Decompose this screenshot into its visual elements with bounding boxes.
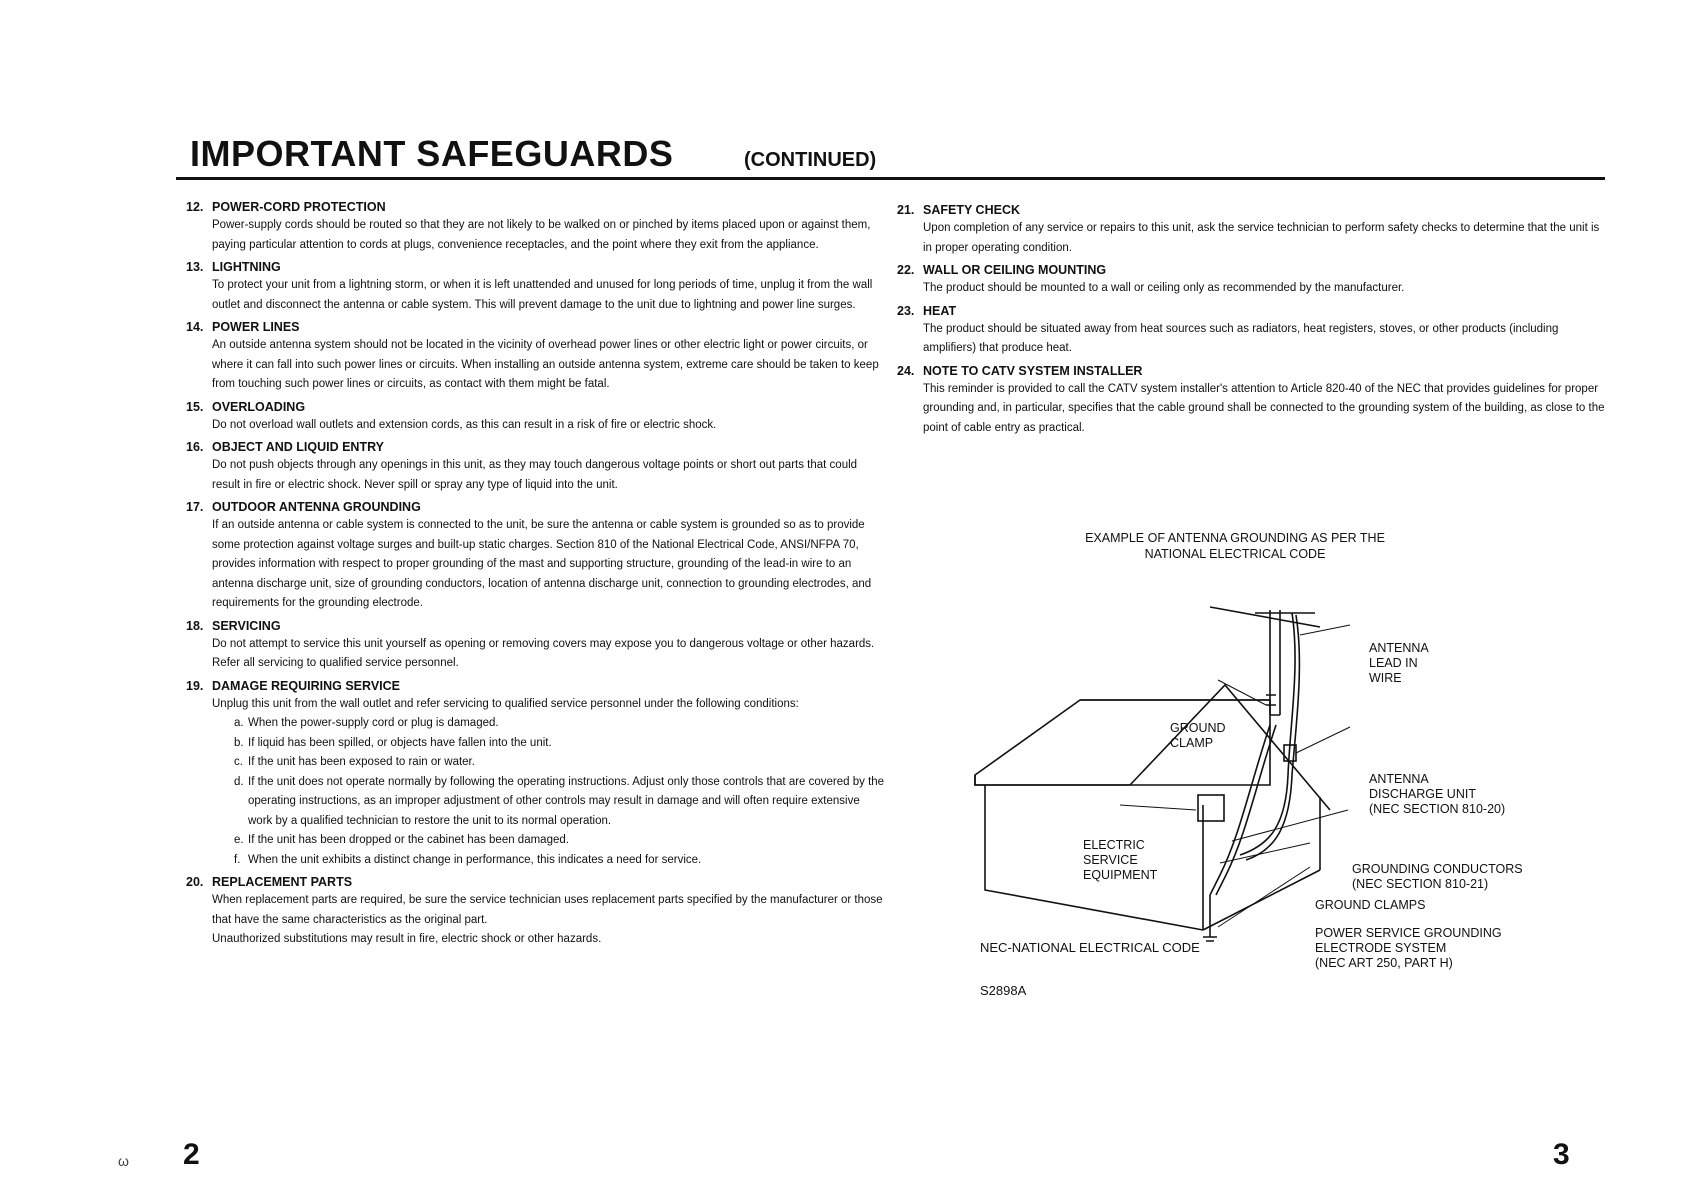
label-antenna-discharge-unit: ANTENNA DISCHARGE UNIT (NEC SECTION 810-20) — [1369, 772, 1506, 816]
figure-code: S2898A — [980, 983, 1027, 998]
item-number: 19. — [186, 678, 204, 693]
nec-label: NEC-NATIONAL ELECTRICAL CODE — [980, 940, 1200, 955]
label-ground-clamps: GROUND CLAMPS — [1315, 898, 1426, 912]
pointer-power-service — [1218, 867, 1310, 927]
antenna-mast — [1270, 610, 1280, 715]
item-paragraph: Upon completion of any service or repairs to this unit, ask the service technician to perform safety checks to determine that the unit is in proper operating condition. — [923, 222, 1600, 254]
condition-item — [234, 851, 886, 871]
condition-text: If liquid has been spilled, or objects have fallen into the unit. — [248, 736, 552, 749]
item-paragraph: When replacement parts are required, be sure the service technician uses replacement parts specified by the manufacturer or those that have the same characteristics as the original part. — [212, 894, 883, 926]
item-title: WALL OR CEILING MOUNTING — [923, 263, 1107, 277]
item-number: 21. — [897, 203, 915, 217]
page-number-left: 2 — [183, 1138, 200, 1171]
condition-item — [234, 831, 886, 851]
item-title: REPLACEMENT PARTS — [212, 875, 353, 889]
ground-rod — [1203, 895, 1217, 941]
condition-item — [234, 714, 886, 734]
condition-letter: b. — [234, 736, 244, 749]
condition-letter: d. — [234, 775, 244, 788]
safeguard-item — [897, 302, 1607, 359]
label-antenna-lead-in: ANTENNA LEAD IN WIRE — [1369, 641, 1429, 685]
right-items-list — [897, 201, 1607, 438]
item-number: 13. — [186, 260, 204, 274]
condition-letter: a. — [234, 717, 244, 729]
item-paragraph: Power-supply cords should be routed so that they are not likely to be walked on or pinched by items placed upon or against them, paying particular attention to cords at plugs, convenience receptacles, and the point where they exit from the appliance. — [212, 219, 871, 251]
electric-service-box — [1198, 795, 1224, 821]
item-paragraph: This reminder is provided to call the CATV system installer's attention to Article 820-40 of the NEC that provides guidelines for proper grounding and, in particular, specifies that the cable ground shall be connected to the grounding system of the building, as close to the point of cable entry as practical. — [923, 382, 1605, 434]
condition-text: If the unit does not operate normally by following the operating instructions. Adjust only those controls that are covered by the operating instructions, as an improper adjustment of other controls may result in damage and will often require extensive work by a qualified technician to restore the unit to its normal operation. — [248, 775, 885, 827]
pointer-ground-clamp — [1218, 680, 1266, 705]
safeguard-item — [186, 318, 886, 395]
label-ground-clamp: GROUND CLAMP — [1170, 721, 1226, 750]
left-column — [186, 198, 886, 953]
label-power-service-grounding: POWER SERVICE GROUNDING ELECTRODE SYSTEM (NEC ART 250, PART H) — [1315, 926, 1502, 970]
item-title: OUTDOOR ANTENNA GROUNDING — [212, 500, 421, 514]
safeguard-item-20 — [186, 873, 886, 950]
right-column — [897, 201, 1607, 441]
item-title: LIGHTNING — [212, 260, 281, 274]
pointer-ground-clamps — [1220, 843, 1310, 863]
safeguard-item — [186, 398, 886, 436]
margin-mark: ω — [118, 1153, 129, 1169]
safeguard-item — [186, 498, 886, 614]
item-paragraph: Do not attempt to service this unit yourself as opening or removing covers may expose you to dangerous voltage or other hazards. Refer all servicing to qualified service personnel. — [212, 637, 875, 669]
label-electric-service-equipment: ELECTRIC SERVICE EQUIPMENT — [1083, 838, 1158, 882]
antenna-elements — [1210, 605, 1320, 627]
figure-caption-line: EXAMPLE OF ANTENNA GROUNDING AS PER THE — [1085, 531, 1385, 545]
safeguard-item — [897, 201, 1607, 258]
page-number-right: 3 — [1553, 1138, 1570, 1171]
item-paragraph: The product should be mounted to a wall or ceiling only as recommended by the manufacturer. — [923, 282, 1405, 294]
safeguard-item — [186, 617, 886, 674]
label-grounding-conductors: GROUNDING CONDUCTORS (NEC SECTION 810-21) — [1352, 862, 1523, 891]
conditions-list — [212, 714, 886, 870]
item-paragraph: Do not overload wall outlets and extension cords, as this can result in a risk of fire or electric shock. — [212, 418, 717, 431]
item-paragraph: If an outside antenna or cable system is connected to the unit, be sure the antenna or cable system is grounded so as to provide some protection against voltage surges and built-up static charges. Section 810 of the National Electrical Code, ANSI/NFPA 70, provides information with respect to proper grounding of the mast and supporting structure, grounding of the lead-in wire to an antenna discharge unit, size of grounding conductors, location of antenna discharge unit, connection to grounding electrodes, and requirements for the grounding electrode. — [212, 519, 872, 609]
house-roof-outline — [975, 700, 1270, 785]
item-paragraph: An outside antenna system should not be located in the vicinity of overhead power lines or other electric light or power circuits, or where it can fall into such power lines or circuits. When installing an outside antenna system, extreme care should be taken to keep from touching such power lines or circuits, as contact with them might be fatal. — [212, 339, 879, 390]
condition-letter: f. — [234, 853, 241, 866]
safeguard-item — [186, 198, 886, 255]
item-title: DAMAGE REQUIRING SERVICE — [212, 678, 400, 693]
item-intro: Unplug this unit from the wall outlet and refer servicing to qualified service personnel under the following conditions: — [212, 697, 799, 710]
item-number: 16. — [186, 440, 204, 454]
condition-letter: e. — [234, 834, 244, 846]
item-title: HEAT — [923, 303, 957, 318]
item-number: 23. — [897, 303, 915, 318]
item-number: 22. — [897, 263, 915, 277]
pointer-antenna-lead — [1300, 625, 1350, 635]
page-subtitle: (CONTINUED) — [744, 149, 877, 171]
item-paragraph: The product should be situated away from heat sources such as radiators, heat registers, stoves, or other products (including amplifiers) that produce heat. — [923, 322, 1559, 354]
safeguard-item — [897, 261, 1607, 299]
item-title: POWER LINES — [212, 320, 300, 334]
pointer-electric-service — [1120, 805, 1196, 810]
condition-text: If the unit has been exposed to rain or water. — [248, 756, 475, 768]
pointer-discharge-unit — [1296, 727, 1350, 753]
item-number: 12. — [186, 200, 204, 214]
item-number: 14. — [186, 320, 204, 334]
item-number: 15. — [186, 399, 204, 414]
item-title: NOTE TO CATV SYSTEM INSTALLER — [923, 363, 1143, 378]
item-number: 20. — [186, 875, 204, 889]
item-number: 17. — [186, 500, 204, 514]
roof-slope — [975, 775, 1130, 785]
figure-caption — [1040, 530, 1430, 562]
safeguard-item — [897, 362, 1607, 439]
item-paragraph: Unauthorized substitutions may result in fire, electric shock or other hazards. — [212, 933, 602, 945]
item-number: 18. — [186, 618, 204, 633]
left-items-list — [186, 198, 886, 674]
figure-caption-line: NATIONAL ELECTRICAL CODE — [1144, 547, 1326, 561]
condition-letter: c. — [234, 756, 243, 768]
item-title: SAFETY CHECK — [923, 203, 1021, 217]
safeguard-item — [186, 438, 886, 495]
condition-text: When the unit exhibits a distinct change in performance, this indicates a need for service. — [248, 853, 702, 866]
item-title: SERVICING — [212, 618, 281, 633]
condition-text: When the power-supply cord or plug is damaged. — [248, 717, 499, 729]
safeguard-item — [186, 258, 886, 315]
condition-item — [234, 753, 886, 773]
roof-front-gable — [1130, 685, 1330, 810]
item-paragraph: Do not push objects through any openings in this unit, as they may touch dangerous voltage points or short out parts that could result in fire or electric shock. Never spill or spray any type of liquid into the unit. — [212, 459, 858, 491]
condition-item — [234, 734, 886, 754]
condition-text: If the unit has been dropped or the cabinet has been damaged. — [248, 834, 569, 846]
item-title: OVERLOADING — [212, 399, 306, 414]
safeguard-item-19 — [186, 677, 886, 871]
wall-base — [1203, 870, 1320, 930]
item-title: POWER-CORD PROTECTION — [212, 200, 386, 214]
title-rule — [176, 177, 1605, 180]
page-title: IMPORTANT SAFEGUARDS — [190, 133, 674, 174]
item-paragraph: To protect your unit from a lightning storm, or when it is left unattended and unused for long periods of time, unplug it from the wall outlet and disconnect the antenna or cable system. This will prevent damage to the unit due to lightning and power line surges. — [212, 279, 873, 311]
condition-item — [234, 773, 886, 832]
item-title: OBJECT AND LIQUID ENTRY — [212, 440, 384, 454]
item-number: 24. — [897, 363, 915, 378]
